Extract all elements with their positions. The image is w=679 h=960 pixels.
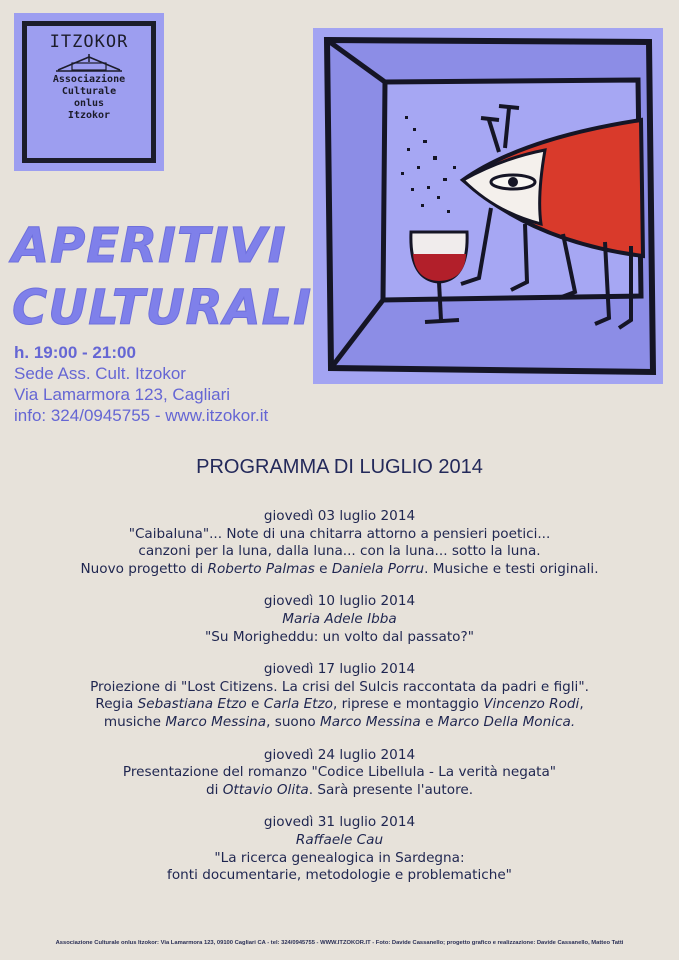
speaker-name: Raffaele Cau bbox=[295, 831, 384, 848]
person-name: Carla Etzo bbox=[263, 696, 333, 713]
person-name: Marco Messina bbox=[165, 713, 267, 730]
event-line bbox=[0, 696, 679, 714]
contact-info: info: 324/0945755 - www.itzokor.it bbox=[14, 406, 269, 425]
logo-line: Culturale bbox=[61, 86, 117, 97]
antenna-tip bbox=[481, 118, 499, 120]
event-speaker bbox=[0, 611, 679, 629]
event-line: Proiezione di "Lost Citizens. La crisi del Sulcis raccontata da padri e figli". bbox=[90, 678, 589, 695]
logo-line: Itzokor bbox=[67, 110, 111, 121]
text: e bbox=[420, 713, 438, 730]
event-date: giovedì 31 luglio 2014 bbox=[263, 814, 416, 831]
logo-line: onlus bbox=[73, 98, 105, 109]
footer-credits: Associazione Culturale onlus Itzokor: Via Lamarmora 123, 09100 Cagliari CA - tel: 324/0945755 - WWW.ITZOKOR.IT - Foto: Davide Cassanello; progetto grafico e realizzazione: Davide Cassanello, Matteo Tatti bbox=[55, 940, 624, 946]
event-talk: fonti documentarie, metodologie e problematiche" bbox=[167, 867, 512, 884]
address: Via Lamarmora 123, Cagliari bbox=[14, 385, 231, 404]
event-date: giovedì 24 luglio 2014 bbox=[263, 746, 416, 763]
person-name: Vincenzo Rodi bbox=[483, 696, 580, 713]
event-speaker bbox=[0, 832, 679, 850]
text: musiche bbox=[103, 713, 166, 730]
event-line: canzoni per la luna, dalla luna... con la luna... sotto la luna. bbox=[138, 543, 541, 560]
wine-glass-base bbox=[425, 320, 459, 322]
program-list bbox=[0, 508, 679, 900]
event-line: Presentazione del romanzo "Codice Libellula - La verità negata" bbox=[122, 764, 557, 781]
text: , bbox=[579, 696, 584, 713]
event-date: giovedì 10 luglio 2014 bbox=[263, 593, 416, 610]
wine-glass-stem bbox=[439, 282, 441, 320]
title-line-1: APERITIVI bbox=[12, 218, 287, 274]
info-block bbox=[14, 342, 268, 426]
event-item bbox=[0, 508, 679, 578]
event-hours: h. 19:00 - 21:00 bbox=[14, 343, 136, 362]
text: e bbox=[246, 696, 264, 713]
event-date: giovedì 03 luglio 2014 bbox=[263, 508, 416, 524]
venue: Sede Ass. Cult. Itzokor bbox=[14, 364, 186, 383]
text: Regia bbox=[95, 696, 138, 713]
house-icon bbox=[54, 54, 124, 72]
text: . Musiche e testi originali. bbox=[424, 560, 599, 577]
logo-name: ITZOKOR bbox=[49, 32, 129, 52]
text: , suono bbox=[266, 713, 321, 730]
association-logo bbox=[14, 13, 164, 171]
event-line bbox=[0, 714, 679, 732]
aperitif-artwork bbox=[313, 28, 663, 384]
text: , riprese e montaggio bbox=[332, 696, 484, 713]
text: di bbox=[205, 781, 223, 798]
speaker-name: Maria Adele Ibba bbox=[282, 610, 397, 627]
event-line bbox=[0, 561, 679, 579]
program-title: PROGRAMMA DI LUGLIO 2014 bbox=[196, 456, 483, 478]
person-name: Sebastiana Etzo bbox=[137, 696, 247, 713]
event-item bbox=[0, 747, 679, 800]
performer-name: Roberto Palmas bbox=[207, 560, 315, 577]
fish-pupil bbox=[508, 177, 518, 187]
author-name: Ottavio Olita bbox=[222, 781, 309, 798]
antenna-tip bbox=[499, 106, 519, 108]
person-name: Marco Della Monica. bbox=[437, 713, 576, 730]
event-talk: "Su Morigheddu: un volto dal passato?" bbox=[205, 628, 474, 645]
event-item bbox=[0, 661, 679, 731]
text: . Sarà presente l'autore. bbox=[308, 781, 474, 798]
event-talk: "La ricerca genealogica in Sardegna: bbox=[214, 849, 465, 866]
event-line: "Caibaluna"... Note di una chitarra attorno a pensieri poetici... bbox=[128, 525, 551, 542]
event-date: giovedì 17 luglio 2014 bbox=[263, 661, 416, 678]
text: Nuovo progetto di bbox=[80, 560, 208, 577]
logo-line: Associazione bbox=[52, 74, 126, 85]
title-line-2: CULTURALI bbox=[12, 280, 313, 336]
event-item bbox=[0, 814, 679, 884]
logo-caption bbox=[27, 74, 151, 122]
person-name: Marco Messina bbox=[320, 713, 421, 730]
text: e bbox=[314, 560, 332, 577]
logo-frame bbox=[22, 21, 156, 163]
event-line bbox=[0, 782, 679, 800]
event-item bbox=[0, 593, 679, 646]
performer-name: Daniela Porru bbox=[331, 560, 425, 577]
